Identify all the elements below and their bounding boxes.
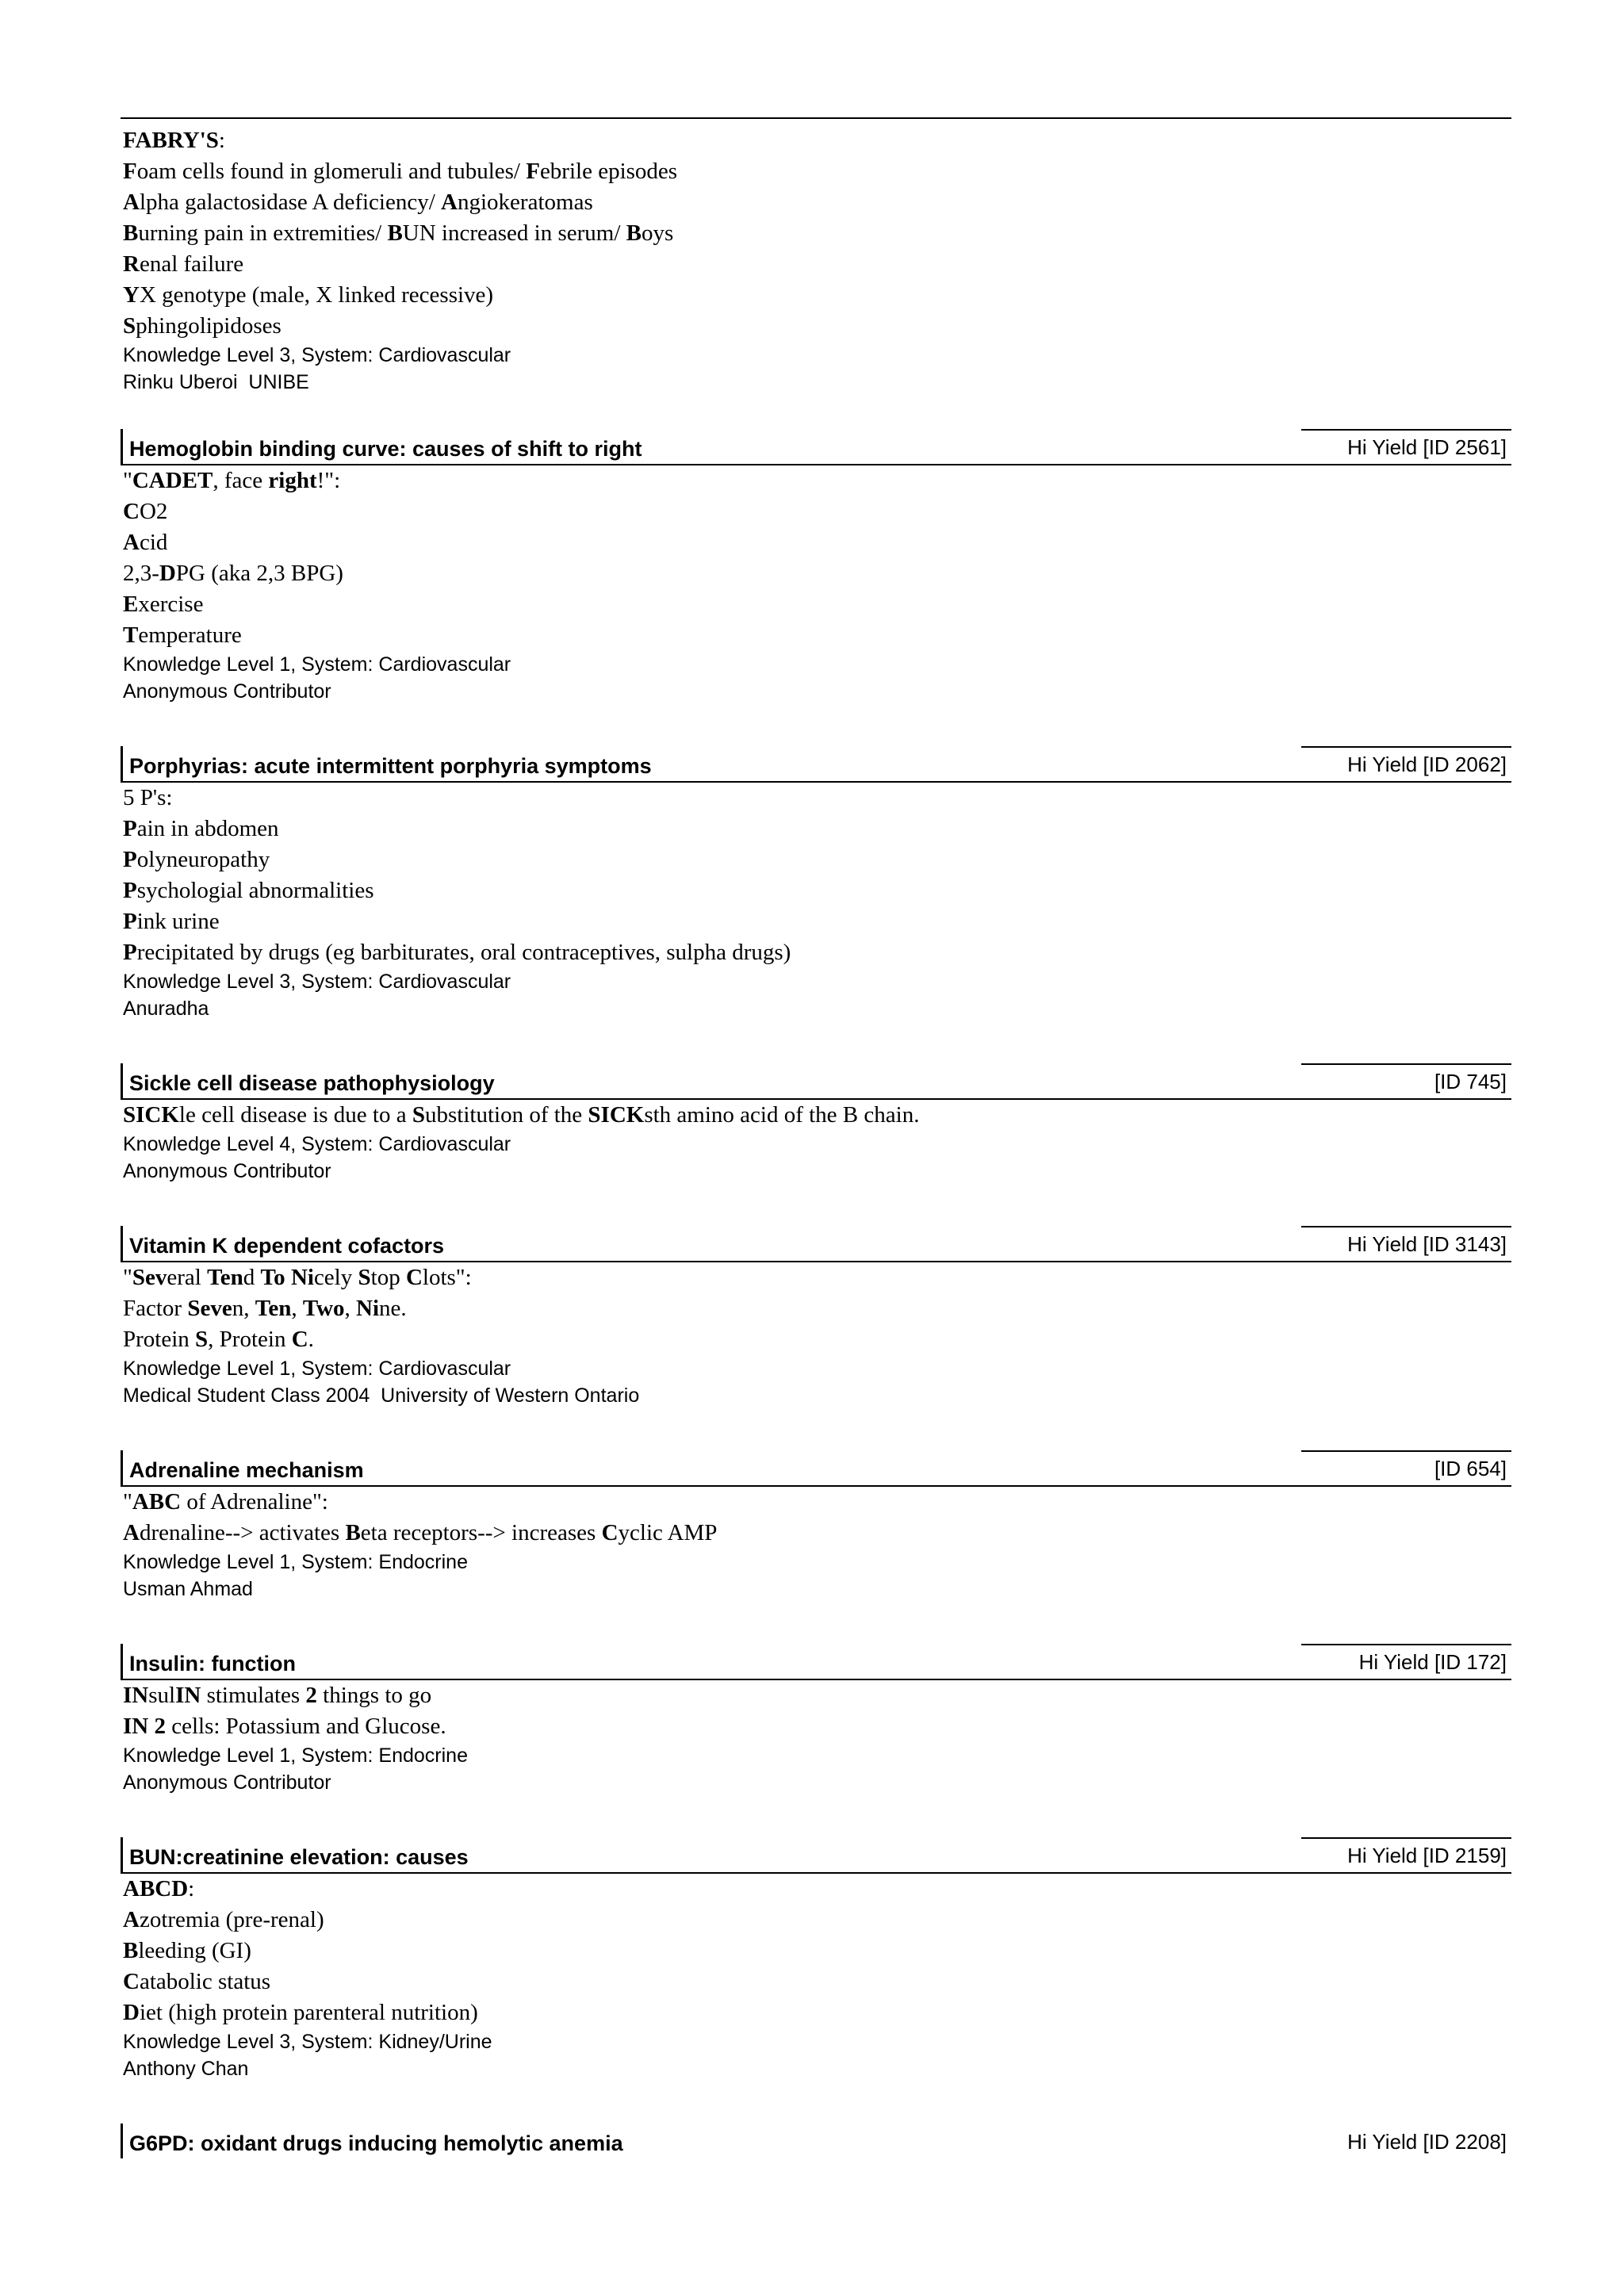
entry-title: Vitamin K dependent cofactors — [129, 1234, 445, 1258]
mnemonic-letter: right — [268, 468, 317, 493]
mnemonic-line — [123, 1874, 1511, 1905]
mnemonic-text — [285, 1265, 291, 1290]
knowledge-level: Knowledge Level 1, System: Endocrine — [123, 1551, 468, 1573]
header-underline — [121, 464, 1511, 465]
mnemonic-text: sth amino acid of the B chain. — [644, 1102, 920, 1128]
header-bar — [121, 746, 123, 781]
entry-id: [ID 654] — [1434, 1457, 1507, 1480]
author: Anonymous Contributor — [123, 680, 331, 703]
mnemonic-text: . — [308, 1327, 314, 1352]
author: Medical Student Class 2004 University of Western Ontario — [123, 1384, 640, 1407]
mnemonic-line — [123, 906, 1511, 937]
mnemonic-line — [123, 1905, 1511, 1936]
mnemonic-letter: P — [123, 847, 137, 872]
entry-body — [121, 783, 1511, 968]
header-bar — [121, 2124, 123, 2158]
mnemonic-letter: CADET — [132, 468, 213, 493]
author: Rinku Uberoi UNIBE — [123, 371, 309, 393]
mnemonic-text: enal failure — [139, 251, 244, 277]
entry-body — [121, 1100, 1511, 1131]
entry-title: Hemoglobin binding curve: causes of shift to right — [129, 437, 642, 461]
mnemonic-text: PG (aka 2,3 BPG) — [175, 561, 343, 586]
mnemonic-letter: A — [123, 530, 140, 555]
mnemonic-letter: A — [123, 1520, 140, 1545]
mnemonic-text: oys — [642, 220, 674, 246]
mnemonic-text: eral — [167, 1265, 208, 1290]
entry-header — [121, 1450, 1511, 1487]
entry-header — [121, 1837, 1511, 1874]
mnemonic-text: atabolic status — [139, 1969, 271, 1994]
mnemonic-line — [123, 558, 1511, 589]
mnemonic-letter: D — [123, 2000, 140, 2025]
mnemonic-text: things to go — [316, 1683, 432, 1708]
entry-header — [121, 2124, 1511, 2160]
mnemonic-text: ink urine — [136, 909, 220, 934]
mnemonic-line — [123, 496, 1511, 527]
mnemonic-letter: S — [195, 1327, 209, 1352]
mnemonic-letter: B — [345, 1520, 361, 1545]
mnemonic-text: ubstitution of the — [425, 1102, 588, 1128]
mnemonic-text: urning pain in extremities/ — [138, 220, 388, 246]
entry-title: Sickle cell disease pathophysiology — [129, 1071, 495, 1095]
mnemonic-text: drenaline--> activates — [139, 1520, 346, 1545]
mnemonic-letter: P — [123, 909, 137, 934]
entry-title: Porphyrias: acute intermittent porphyria symptoms — [129, 754, 652, 778]
header-overline — [1301, 1226, 1511, 1227]
mnemonic-letter: S — [358, 1265, 371, 1290]
entry-body — [121, 1874, 1511, 2028]
mnemonic-letter: IN 2 — [123, 1714, 166, 1739]
header-underline — [121, 1261, 1511, 1262]
mnemonic-line — [123, 311, 1511, 342]
mnemonic-letter: C — [291, 1327, 308, 1352]
mnemonic-letter: To — [260, 1265, 285, 1290]
mnemonic-line — [123, 620, 1511, 651]
entry-id: Hi Yield [ID 2159] — [1347, 1844, 1507, 1867]
mnemonic-letter: R — [123, 251, 140, 277]
mnemonic-text: sul — [148, 1683, 176, 1708]
mnemonic-letter: B — [626, 220, 642, 246]
mnemonic-line — [123, 589, 1511, 620]
header-bar — [121, 1226, 123, 1261]
mnemonic-line — [123, 187, 1511, 218]
mnemonic-text: iet (high protein parenteral nutrition) — [139, 2000, 478, 2025]
knowledge-level: Knowledge Level 3, System: Kidney/Urine — [123, 2031, 492, 2053]
mnemonic-text: lpha galactosidase A deficiency/ — [139, 190, 442, 215]
mnemonic-text: of Adrenaline": — [181, 1489, 328, 1515]
knowledge-level: Knowledge Level 1, System: Endocrine — [123, 1744, 468, 1767]
knowledge-level: Knowledge Level 4, System: Cardiovascular — [123, 1133, 511, 1155]
mnemonic-letter: C — [123, 499, 140, 524]
mnemonic-line — [123, 783, 1511, 814]
mnemonic-letter: T — [123, 622, 139, 648]
entry-sickle-cell — [121, 1063, 1511, 1185]
mnemonic-line — [123, 280, 1511, 311]
entry-adrenaline — [121, 1450, 1511, 1603]
entry-vitamin-k — [121, 1226, 1511, 1409]
mnemonic-line — [123, 814, 1511, 844]
mnemonic-line — [123, 1518, 1511, 1549]
mnemonic-line — [123, 125, 1511, 156]
entry-insulin — [121, 1644, 1511, 1796]
entry-fabrys — [121, 125, 1511, 396]
mnemonic-line — [123, 1324, 1511, 1355]
entry-header — [121, 746, 1511, 783]
knowledge-level: Knowledge Level 1, System: Cardiovascular — [123, 653, 511, 676]
header-overline — [1301, 1450, 1511, 1452]
mnemonic-letter: A — [123, 1907, 140, 1932]
mnemonic-text: d — [243, 1265, 261, 1290]
mnemonic-text: yclic AMP — [618, 1520, 718, 1545]
mnemonic-text: stimulates — [201, 1683, 306, 1708]
mnemonic-letter: C — [123, 1969, 140, 1994]
entry-body — [121, 1262, 1511, 1355]
mnemonic-text: lots": — [422, 1265, 472, 1290]
mnemonic-letter: IN — [123, 1683, 149, 1708]
mnemonic-text: emperature — [138, 622, 242, 648]
header-underline — [121, 1098, 1511, 1100]
mnemonic-letter: Seve — [187, 1296, 232, 1321]
mnemonic-text: xercise — [138, 592, 204, 617]
mnemonic-text: olyneuropathy — [136, 847, 270, 872]
entry-body — [121, 465, 1511, 651]
knowledge-level: Knowledge Level 1, System: Cardiovascular — [123, 1358, 511, 1380]
entry-hemoglobin-shift — [121, 429, 1511, 705]
entry-body — [121, 125, 1511, 342]
author: Anonymous Contributor — [123, 1771, 331, 1794]
header-bar — [121, 1837, 123, 1872]
mnemonic-letter: Two — [302, 1296, 345, 1321]
entry-title: G6PD: oxidant drugs inducing hemolytic anemia — [129, 2131, 623, 2155]
mnemonic-letter: C — [405, 1265, 423, 1290]
entry-body — [121, 1680, 1511, 1742]
mnemonic-text: 2,3- — [123, 561, 159, 586]
header-underline — [121, 1679, 1511, 1680]
header-bar — [121, 1644, 123, 1679]
mnemonic-text: , — [344, 1296, 357, 1321]
mnemonic-text: : — [188, 1876, 195, 1901]
mnemonic-text: " — [123, 1489, 132, 1515]
mnemonic-text: recipitated by drugs (eg barbiturates, oral contraceptives, sulpha drugs) — [136, 940, 791, 965]
mnemonic-letter: Ten — [255, 1296, 292, 1321]
mnemonic-letter: S — [123, 313, 136, 339]
top-rule — [121, 117, 1511, 119]
mnemonic-text: cells: Potassium and Glucose. — [165, 1714, 446, 1739]
mnemonic-text: phingolipidoses — [136, 313, 282, 339]
mnemonic-letter: P — [123, 940, 137, 965]
entry-header — [121, 1063, 1511, 1100]
entry-porphyrias — [121, 746, 1511, 1022]
mnemonic-text: " — [123, 468, 132, 493]
mnemonic-line — [123, 844, 1511, 875]
mnemonic-line — [123, 249, 1511, 280]
entry-id: Hi Yield [ID 172] — [1358, 1650, 1507, 1674]
mnemonic-letter: Ni — [356, 1296, 380, 1321]
header-bar — [121, 1063, 123, 1098]
entry-header — [121, 1226, 1511, 1262]
mnemonic-line — [123, 1997, 1511, 2028]
mnemonic-line — [123, 527, 1511, 558]
mnemonic-text: Factor — [123, 1296, 188, 1321]
mnemonic-text: ebrile episodes — [539, 159, 678, 184]
entry-title: Adrenaline mechanism — [129, 1458, 364, 1482]
mnemonic-text: O2 — [139, 499, 168, 524]
entry-id: Hi Yield [ID 3143] — [1347, 1232, 1507, 1256]
mnemonic-letter: F — [526, 159, 540, 184]
header-overline — [1301, 746, 1511, 748]
mnemonic-line — [123, 1680, 1511, 1711]
mnemonic-text: ngiokeratomas — [458, 190, 593, 215]
mnemonic-letter: FABRY'S — [123, 128, 219, 153]
header-overline — [1301, 1644, 1511, 1645]
entry-header — [121, 1644, 1511, 1680]
mnemonic-text: ne. — [379, 1296, 407, 1321]
mnemonic-text: cely — [313, 1265, 358, 1290]
mnemonic-text: !": — [316, 468, 341, 493]
mnemonic-line — [123, 156, 1511, 187]
mnemonic-text: n, — [232, 1296, 255, 1321]
author: Anonymous Contributor — [123, 1160, 331, 1182]
mnemonic-text: cid — [139, 530, 168, 555]
mnemonic-text: leeding (GI) — [138, 1938, 251, 1963]
mnemonic-text: , face — [213, 468, 269, 493]
mnemonic-line — [123, 1293, 1511, 1324]
mnemonic-text: " — [123, 1265, 132, 1290]
mnemonic-text: zotremia (pre-renal) — [139, 1907, 324, 1932]
mnemonic-letter: SICK — [123, 1102, 179, 1128]
author: Anuradha — [123, 998, 209, 1020]
mnemonic-letter: A — [123, 190, 140, 215]
mnemonic-letter: F — [123, 159, 137, 184]
header-bar — [121, 1450, 123, 1485]
mnemonic-letter: C — [601, 1520, 619, 1545]
mnemonic-letter: ABC — [132, 1489, 182, 1515]
entry-header — [121, 429, 1511, 465]
mnemonic-line — [123, 1711, 1511, 1742]
header-bar — [121, 429, 123, 464]
mnemonic-letter: A — [441, 190, 458, 215]
mnemonic-text: ain in abdomen — [136, 816, 279, 841]
mnemonic-line — [123, 937, 1511, 968]
mnemonic-letter: IN — [175, 1683, 201, 1708]
mnemonic-text: sychologial abnormalities — [136, 878, 374, 903]
header-overline — [1301, 429, 1511, 431]
mnemonic-letter: E — [123, 592, 139, 617]
knowledge-level: Knowledge Level 3, System: Cardiovascular — [123, 971, 511, 993]
mnemonic-letter: D — [159, 561, 176, 586]
header-overline — [1301, 1837, 1511, 1839]
knowledge-level: Knowledge Level 3, System: Cardiovascular — [123, 344, 511, 366]
mnemonic-letter: B — [123, 220, 139, 246]
entry-bun-creatinine — [121, 1837, 1511, 2082]
mnemonic-letter: P — [123, 878, 137, 903]
mnemonic-letter: Sev — [132, 1265, 167, 1290]
entry-id: Hi Yield [ID 2062] — [1347, 753, 1507, 776]
author: Usman Ahmad — [123, 1578, 253, 1600]
mnemonic-line — [123, 218, 1511, 249]
mnemonic-text: : — [218, 128, 225, 153]
mnemonic-letter: Ni — [290, 1265, 314, 1290]
mnemonic-text: , Protein — [208, 1327, 292, 1352]
entry-id: Hi Yield [ID 2208] — [1347, 2130, 1507, 2154]
mnemonic-line — [123, 1262, 1511, 1293]
entry-title: BUN:creatinine elevation: causes — [129, 1845, 469, 1869]
entry-id: [ID 745] — [1434, 1070, 1507, 1093]
mnemonic-letter: 2 — [305, 1683, 317, 1708]
mnemonic-letter: S — [412, 1102, 425, 1128]
mnemonic-letter: Y — [123, 282, 140, 308]
mnemonic-letter: P — [123, 816, 137, 841]
mnemonic-line — [123, 875, 1511, 906]
header-overline — [1301, 1063, 1511, 1065]
mnemonic-text: top — [370, 1265, 406, 1290]
mnemonic-letter: B — [123, 1938, 139, 1963]
mnemonic-line — [123, 1487, 1511, 1518]
mnemonic-line — [123, 1100, 1511, 1131]
header-underline — [121, 1485, 1511, 1487]
mnemonic-text: UN increased in serum/ — [402, 220, 626, 246]
mnemonic-letter: ABCD — [123, 1876, 189, 1901]
mnemonic-text: oam cells found in glomeruli and tubules/ — [136, 159, 527, 184]
entry-title: Insulin: function — [129, 1652, 296, 1676]
mnemonic-text: X genotype (male, X linked recessive) — [139, 282, 494, 308]
mnemonic-line — [123, 465, 1511, 496]
entry-g6pd — [121, 2124, 1511, 2160]
entry-id: Hi Yield [ID 2561] — [1347, 435, 1507, 459]
header-underline — [121, 781, 1511, 783]
author: Anthony Chan — [123, 2058, 249, 2080]
mnemonic-text: eta receptors--> increases — [360, 1520, 602, 1545]
mnemonic-text: le cell disease is due to a — [178, 1102, 412, 1128]
header-underline — [121, 1872, 1511, 1874]
entry-body — [121, 1487, 1511, 1549]
mnemonic-text: , — [291, 1296, 303, 1321]
mnemonic-text: Protein — [123, 1327, 196, 1352]
mnemonic-line — [123, 1936, 1511, 1967]
mnemonic-letter: SICK — [588, 1102, 645, 1128]
mnemonic-letter: Ten — [207, 1265, 243, 1290]
mnemonic-letter: B — [387, 220, 403, 246]
mnemonic-text: 5 P's: — [123, 785, 173, 810]
mnemonic-line — [123, 1967, 1511, 1997]
